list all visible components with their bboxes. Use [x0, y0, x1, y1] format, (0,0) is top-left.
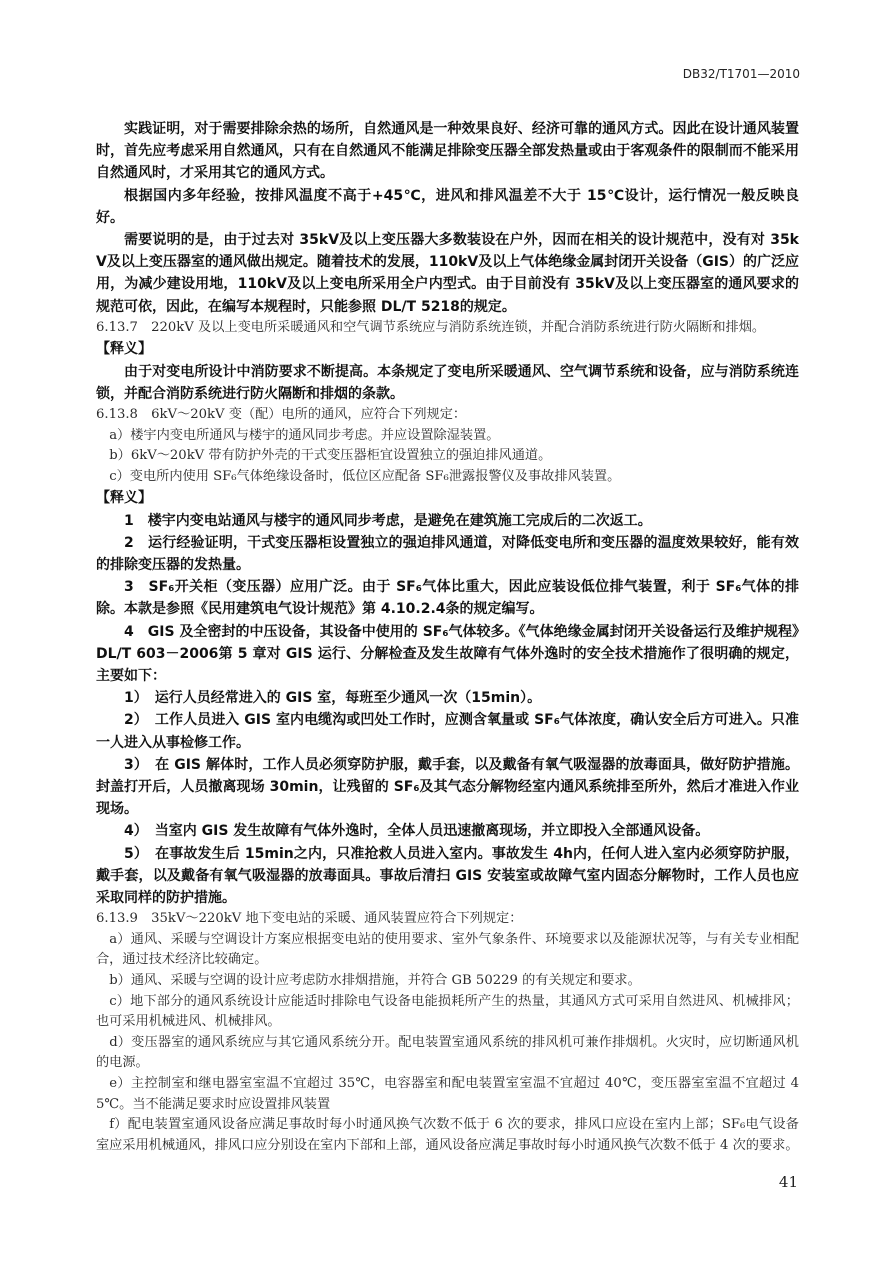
paragraph: 5） 在事故发生后 15min之内，只准抢救人员进入室内。事故发生 4h内，任何人进入室内必须穿防护服，戴手套，以及戴备有氧气吸湿器的放毒面具。事故后清扫 GIS 安装室或故障气室内固态分解物时，工作人员也应采取同样的防护措施。: [96, 845, 799, 907]
paragraph: 3） 在 GIS 解体时，工作人员必须穿防护服，戴手套，以及戴备有氧气吸湿器的放毒面具，做好防护措施。封盖打开后，人员撤离现场 30min，让残留的 SF₆及其气态分解物经室内通风系统排至所外，然后才准进入作业现场。: [96, 756, 799, 818]
paragraph: 3 SF₆开关柜（变压器）应用广泛。由于 SF₆气体比重大，因此应装设低位排气装置，利于 SF₆气体的排除。本款是参照《民用建筑电气设计规范》第 4.10.2.4条的规定编写。: [96, 579, 799, 618]
clause-item: c）变电所内使用 SF₆气体绝缘设备时，低位区应配备 SF₆泄露报警仪及事故排风装置。: [109, 468, 621, 484]
document-code-header: DB32/T1701—2010: [682, 67, 800, 81]
clause-item: c）地下部分的通风系统设计应能适时排除电气设备电能损耗所产生的热量，其通风方式可采用自然进风、机械排风；也可采用机械进风、机械排风。: [96, 993, 799, 1030]
clause-item: a）楼宇内变电所通风与楼宇的通风同步考虑。并应设置除湿装置。: [109, 427, 500, 443]
paragraph: 4） 当室内 GIS 发生故障有气体外逸时，全体人员迅速撤离现场，并立即投入全部通风设备。: [124, 823, 710, 840]
clause-6-13-9: 6.13.9 35kV～220kV 地下变电站的采暖、通风装置应符合下列规定：: [96, 911, 523, 927]
document-body: [96, 118, 799, 1156]
paragraph: 实践证明，对于需要排除余热的场所，自然通风是一种效果良好、经济可靠的通风方式。因此在设计通风装置时，首先应考虑采用自然通风，只有在自然通风不能满足排除变压器全部发热量或由于客观条件的限制而不能采用自然通风时，才采用其它的通风方式。: [96, 121, 799, 182]
clause-item: b）通风、采暖与空调的设计应考虑防水排烟措施，并符合 GB 50229 的有关规定和要求。: [109, 973, 641, 989]
interpretation-heading: 【释义】: [96, 341, 152, 358]
clause-item: e）主控制室和继电器室室温不宜超过 35℃，电容器室和配电装置室室温不宜超过 40℃，变压器室室温不宜超过 45℃。当不能满足要求时应设置排风装置: [96, 1076, 799, 1112]
paragraph: 2） 工作人员进入 GIS 室内电缆沟或凹处工作时，应测含氧量或 SF₆气体浓度，确认安全后方可进入。只准一人进入从事检修工作。: [96, 712, 799, 751]
paragraph: 需要说明的是，由于过去对 35kV及以上变压器大多数装设在户外，因而在相关的设计规范中，没有对 35kV及以上变压器室的通风做出规定。随着技术的发展，110kV及以上气体绝缘金属封闭开关设备（GIS）的广泛应用，为减少建设用地，110kV及以上变电所采用全户内型式。由于目前没有 35kV及以上变压器室的通风要求的规范可依，因此，在编写本规程时，只能参照 DL/T 5218的规定。: [96, 232, 799, 315]
paragraph: 根据国内多年经验，按排风温度不高于+45℃，进风和排风温差不大于 15℃设计，运行情况一般反映良好。: [96, 187, 799, 226]
paragraph: 4 GIS 及全密封的中压设备，其设备中使用的 SF₆气体较多。《气体绝缘金属封闭开关设备运行及维护规程》DL/T 603－2006第 5 章对 GIS 运行、分解检查及发生故障有气体外逸时的安全技术措施作了很明确的规定，主要如下：: [96, 623, 799, 685]
clause-6-13-8: 6.13.8 6kV～20kV 变（配）电所的通风，应符合下列规定：: [96, 407, 467, 423]
page-number: 41: [778, 1173, 798, 1191]
paragraph: 1） 运行人员经常进入的 GIS 室，每班至少通风一次（15min）。: [124, 690, 542, 707]
clause-item: a）通风、采暖与空调设计方案应根据变电站的使用要求、室外气象条件、环境要求以及能源状况等，与有关专业相配合，通过技术经济比较确定。: [96, 931, 799, 968]
clause-item: f）配电装置室通风设备应满足事故时每小时通风换气次数不低于 6 次的要求，排风口应设在室内上部；SF₆电气设备室应采用机械通风，排风口应分别设在室内下部和上部，通风设备应满足事故时每小时通风换气次数不低于 4 次的要求。: [96, 1117, 799, 1153]
interpretation-heading: 【释义】: [96, 490, 152, 507]
clause-item: d）变压器室的通风系统应与其它通风系统分开。配电装置室通风系统的排风机可兼作排烟机。火灾时，应切断通风机的电源。: [96, 1034, 799, 1071]
clause-item: b）6kV～20kV 带有防护外壳的干式变压器柜宜设置独立的强迫排风通道。: [109, 448, 552, 464]
paragraph: 由于对变电所设计中消防要求不断提高。本条规定了变电所采暖通风、空气调节系统和设备，应与消防系统连锁，并配合消防系统进行防火隔断和排烟的条款。: [96, 363, 799, 402]
clause-6-13-7: 6.13.7 220kV 及以上变电所采暖通风和空气调节系统应与消防系统连锁，并配合消防系统进行防火隔断和排烟。: [96, 319, 766, 335]
paragraph: 2 运行经验证明，干式变压器柜设置独立的强迫排风通道，对降低变电所和变压器的温度效果较好，能有效的排除变压器的发热量。: [96, 534, 799, 574]
paragraph: 1 楼宇内变电站通风与楼宇的通风同步考虑，是避免在建筑施工完成后的二次返工。: [124, 512, 652, 529]
